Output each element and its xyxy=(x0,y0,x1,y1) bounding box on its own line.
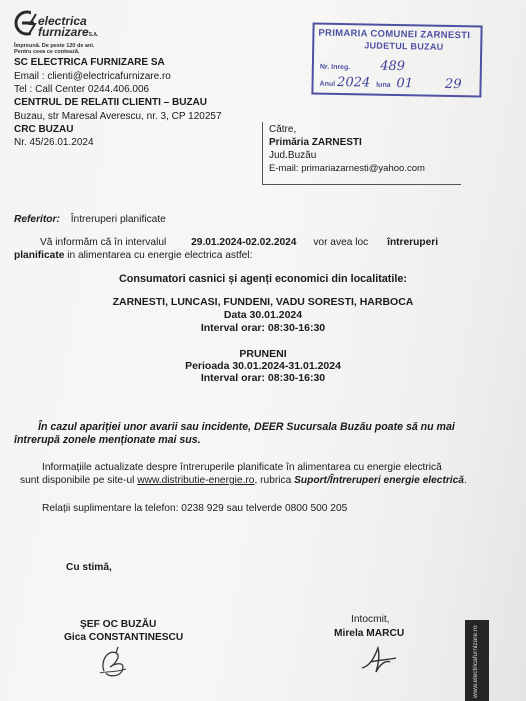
logo-wordmark xyxy=(38,16,98,41)
consumers-heading: Consumatori casnici și agenți economici din localitatile: xyxy=(119,273,407,285)
subject-line xyxy=(14,213,166,226)
right-signature-icon xyxy=(356,640,402,678)
left-signatory-name: Gica CONSTANTINESCU xyxy=(64,632,184,643)
stamp-ziua-value: 29 xyxy=(444,76,462,93)
phone-line: Relații suplimentare la telefon: 0238 929 sau telverde 0800 500 205 xyxy=(42,503,348,514)
intro-line1 xyxy=(40,236,438,249)
left-signature-icon xyxy=(96,643,136,683)
stamp-nr-value: 489 xyxy=(380,58,406,75)
intro-line2-bold: planificate xyxy=(14,250,65,261)
sender-company: SC ELECTRICA FURNIZARE SA xyxy=(14,57,165,68)
stamp-date-row xyxy=(319,75,461,92)
stamp-luna-label: luna xyxy=(376,81,391,89)
stamp-luna-value: 01 xyxy=(396,75,414,92)
info-line1: Informațiile actualizate despre întreruperile planificate în alimentarea cu energie electrică xyxy=(42,462,442,473)
group1-interval: Interval orar: 08:30-16:30 xyxy=(200,322,326,334)
info-bold: Suport/Întreruperi energie electrică xyxy=(294,475,464,486)
sender-email: Email : clienti@electricafurnizare.ro xyxy=(14,71,171,82)
intro-text-a: Vă informăm că în intervalul xyxy=(40,237,167,248)
stamp-line2: JUDETUL BUZAU xyxy=(364,40,444,52)
group2-localities: PRUNENI xyxy=(239,348,287,360)
intro-dates: 29.01.2024-02.02.2024 xyxy=(191,237,297,248)
intro-bold: întreruperi xyxy=(387,237,439,248)
sender-address: Buzau, str Maresal Averescu, nr. 3, CP 120257 xyxy=(14,111,222,122)
stamp-line1: PRIMARIA COMUNEI ZARNESTI xyxy=(318,27,471,42)
document-number: Nr. 45/26.01.2024 xyxy=(14,137,94,148)
registration-stamp xyxy=(311,23,482,98)
recipient-to: Către, xyxy=(269,124,297,135)
group2-period: Perioada 30.01.2024-31.01.2024 xyxy=(185,360,341,372)
intro-line2 xyxy=(14,249,252,262)
group1-date: Data 30.01.2024 xyxy=(223,309,303,321)
tagline-line2: Pentru ceea ce contează. xyxy=(14,49,80,55)
warning-line2: întrerupă zonele menționate mai sus. xyxy=(14,434,201,446)
sender-center: CENTRUL DE RELATII CLIENTI – BUZAU xyxy=(14,97,207,108)
group1-localities: ZARNESTI, LUNCASI, FUNDENI, VADU SORESTI, HARBOCA xyxy=(112,296,414,308)
recipient-email: E-mail: primariazarnesti@yahoo.com xyxy=(269,163,425,174)
right-signatory-name: Mirela MARCU xyxy=(334,628,405,639)
info-line2 xyxy=(20,474,467,487)
stamp-year-label: Anul xyxy=(319,80,336,88)
right-signatory-title: Intocmit, xyxy=(351,614,390,625)
info-text-b: , rubrica xyxy=(254,475,292,486)
logo-text-line1: electrica xyxy=(38,14,87,28)
info-text-a: sunt disponibile pe site-ul xyxy=(20,475,135,486)
recipient-county: Jud.Buzău xyxy=(269,150,317,161)
info-end: . xyxy=(463,475,467,486)
sender-tel: Tel : Call Center 0244.406.006 xyxy=(14,84,150,95)
stamp-nr-label: Nr. Inreg. xyxy=(319,63,351,72)
subject-label: Referitor: xyxy=(14,214,60,225)
side-strip xyxy=(465,620,489,701)
stamp-year-value: 2024 xyxy=(336,74,371,91)
subject-value: Întreruperi planificate xyxy=(70,214,166,225)
intro-line2-text: in alimentarea cu energie electrica astfel: xyxy=(67,250,253,261)
group2-interval: Interval orar: 08:30-16:30 xyxy=(200,372,326,384)
side-strip-text: www.electricafurnizare.ro xyxy=(472,625,479,698)
logo-suffix: S.A. xyxy=(88,32,99,38)
tagline-line1: Împreună. De peste 120 de ani. xyxy=(14,43,95,49)
recipient-name: Primăria ZARNESTI xyxy=(269,137,362,148)
distributie-link[interactable]: www.distributie-energie.ro xyxy=(137,475,255,486)
logo-text-line2: furnizare xyxy=(38,25,89,39)
warning-line1: În cazul apariției unor avarii sau incidente, DEER Sucursala Buzău poate să nu mai xyxy=(38,421,455,433)
left-signatory-title: ŞEF OC BUZĂU xyxy=(80,619,157,630)
stamp-nr-row xyxy=(320,58,405,74)
sender-crc: CRC BUZAU xyxy=(14,124,74,135)
closing-greeting: Cu stimă, xyxy=(66,562,112,573)
intro-text-b: vor avea loc xyxy=(313,237,369,248)
